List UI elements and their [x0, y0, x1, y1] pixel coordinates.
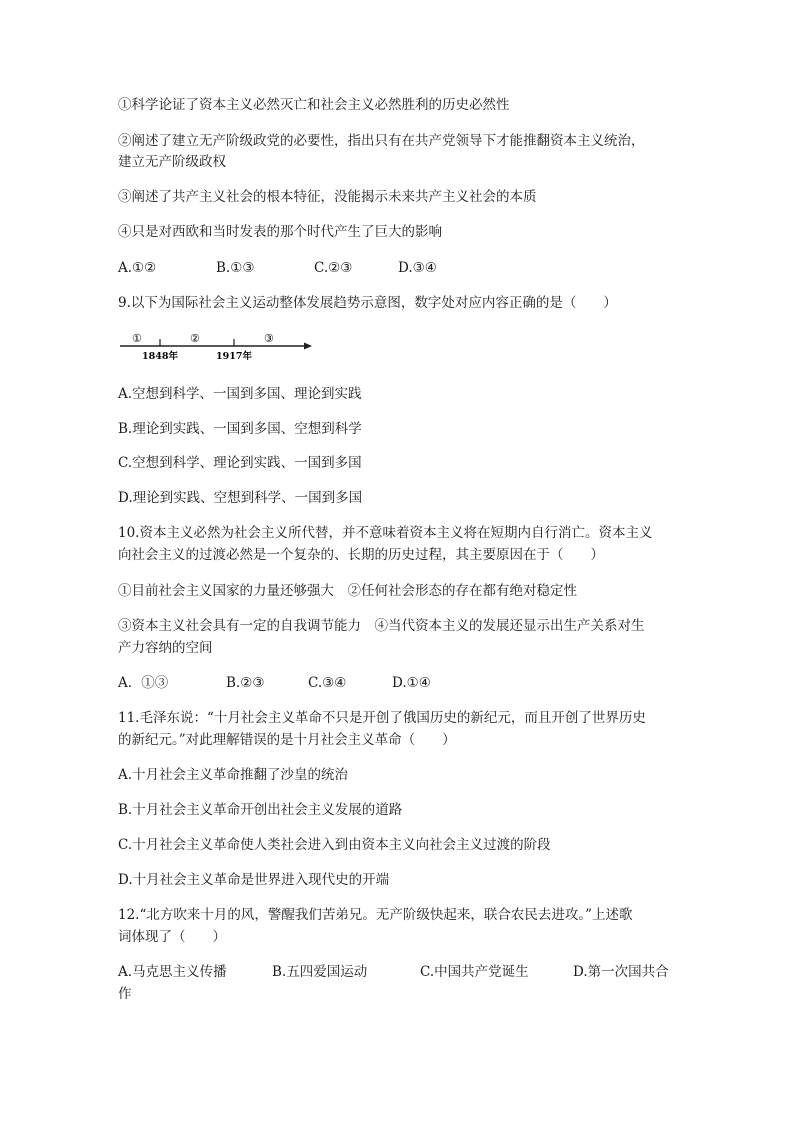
q10-options-line3: 产力容纳的空间 — [118, 640, 213, 656]
q12-choice-b: B.五四爱国运动 — [272, 964, 368, 980]
q11-stem-line2: 的新纪元。”对此理解错误的是十月社会主义革命（ ） — [118, 732, 456, 748]
q8-choice-a: A.①② — [118, 260, 157, 276]
q12-choice-d-wrap: 作 — [118, 986, 132, 1002]
q9-option-a: A.空想到科学、一国到多国、理论到实践 — [118, 386, 362, 402]
q9-option-c: C.空想到科学、理论到实践、一国到多国 — [118, 455, 362, 471]
q10-choice-c: C.③④ — [308, 675, 347, 691]
q8-option-4: ④只是对西欧和当时发表的那个时代产生了巨大的影响 — [118, 224, 442, 240]
q10-options-line2: ③资本主义社会具有一定的自我调节能力 ④当代资本主义的发展还显示出生产关系对生 — [118, 618, 645, 634]
q9-option-b: B.理论到实践、一国到多国、空想到科学 — [118, 421, 362, 437]
q10-options-line1: ①目前社会主义国家的力量还够强大 ②任何社会形态的存在都有绝对稳定性 — [118, 583, 577, 599]
q8-option-2-line1: ②阐述了建立无产阶级政党的必要性，指出只有在共产党领导下才能推翻资本主义统治， — [118, 133, 645, 149]
timeline-mark-3: ③ — [264, 332, 274, 345]
q8-option-1: ①科学论证了资本主义必然灭亡和社会主义必然胜利的历史必然性 — [118, 97, 510, 113]
q8-choice-d: D.③④ — [398, 260, 437, 276]
q12-choice-a: A.马克思主义传播 — [118, 964, 227, 980]
timeline-year-1917: 1917年 — [216, 351, 252, 362]
q9-stem: 9.以下为国际社会主义运动整体发展趋势示意图，数字处对应内容正确的是（ ） — [118, 295, 617, 311]
timeline-mark-1: ① — [132, 332, 142, 345]
timeline-mark-2: ② — [190, 332, 200, 345]
q10-choice-a: A．①③ — [118, 675, 169, 691]
q8-choice-b: B.①③ — [216, 260, 255, 276]
q12-stem-line1: 12.“北方吹来十月的风，警醒我们苦弟兄。无产阶级快起来，联合农民去进攻。”上述歌 — [118, 907, 633, 923]
q10-stem-line1: 10.资本主义必然为社会主义所代替，并不意味着资本主义将在短期内自行消亡。资本主义 — [118, 525, 653, 541]
q11-option-d: D.十月社会主义革命是世界进入现代史的开端 — [118, 872, 390, 888]
q8-option-2-line2: 建立无产阶级政权 — [118, 154, 226, 170]
q11-option-a: A.十月社会主义革命推翻了沙皇的统治 — [118, 767, 349, 783]
q9-option-d: D.理论到实践、空想到科学、一国到多国 — [118, 490, 363, 506]
q12-stem-line2: 词体现了（ ） — [118, 929, 226, 945]
q11-option-b: B.十月社会主义革命开创出社会主义发展的道路 — [118, 802, 403, 818]
timeline-arrow-head — [304, 343, 312, 350]
q8-choice-c: C.②③ — [314, 260, 353, 276]
q12-choice-d: D.第一次国共合 — [573, 964, 669, 980]
timeline-year-1848: 1848年 — [142, 351, 178, 362]
q11-stem-line1: 11.毛泽东说：“十月社会主义革命不只是开创了俄国历史的新纪元，而且开创了世界历史 — [118, 710, 646, 726]
q9-timeline-diagram — [118, 326, 314, 366]
q10-choice-d: D.①④ — [392, 675, 431, 691]
q8-option-3: ③阐述了共产主义社会的根本特征，没能揭示未来共产主义社会的本质 — [118, 189, 537, 205]
q12-choice-c: C.中国共产党诞生 — [420, 964, 529, 980]
q10-choice-b: B.②③ — [226, 675, 265, 691]
q11-option-c: C.十月社会主义革命使人类社会进入到由资本主义向社会主义过渡的阶段 — [118, 837, 551, 853]
q10-stem-line2: 向社会主义的过渡必然是一个复杂的、长期的历史过程，其主要原因在于（ ） — [118, 547, 604, 563]
